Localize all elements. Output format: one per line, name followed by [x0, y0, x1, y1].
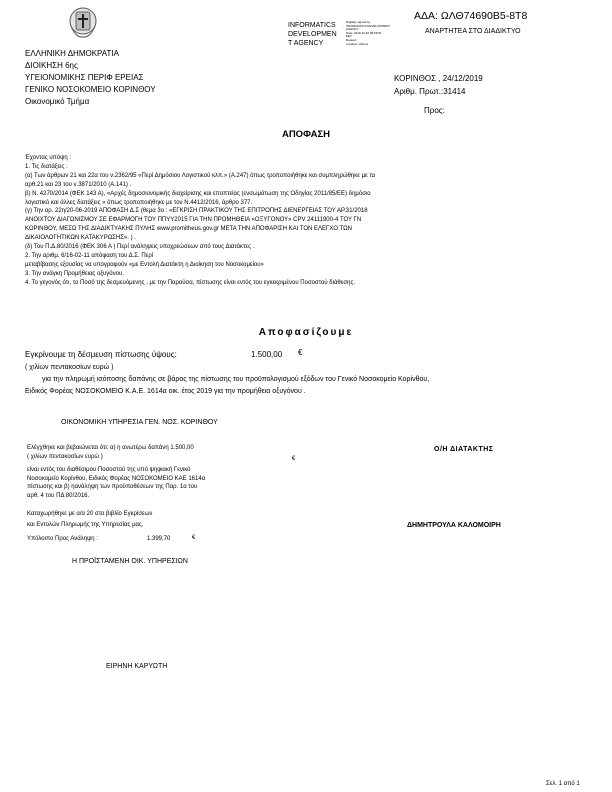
register-line: και Εντολών Πληρωμής της Υπηρεσίας μας.: [27, 522, 144, 528]
digital-signature-block: [346, 21, 390, 46]
org-line: ΓΕΝΙΚΟ ΝΟΣΟΚΟΜΕΙΟ ΚΟΡΙΝΘΟΥ: [25, 85, 156, 94]
financial-words: ( χιλίων πεντακοσίων ευρώ ): [27, 454, 103, 460]
considering-line: (δ) Του Π.Δ.80/2016 (ΦΕΚ 306 Α ) Περί ανάληψεις υποχρεώσεων από τους Διατάκτες .: [25, 244, 255, 251]
authorizer-name: ΔΗΜΗΤΡΟΥΛΑ ΚΑΛΟΜΟΙΡΗ: [407, 522, 501, 529]
remaining-amount: 1.399,70: [147, 536, 171, 542]
recipient-label: Προς:: [424, 106, 445, 115]
approval-label: Εγκρίνουμε τη δέσμευση πίστωσης ύψους:: [25, 350, 177, 359]
considering-line: 3. Την ανάγκη Προμήθειας οξυγόνου.: [25, 270, 124, 277]
org-line: ΔΙΟΙΚΗΣΗ 6ης: [25, 61, 78, 70]
financial-body-line: πίστωσης και β) ηανάληψη των προϋποθέσεων της Παρ. 1α του: [27, 484, 198, 490]
approval-words: ( χιλίων πεντακοσίων ευρώ ): [25, 364, 114, 371]
decision-heading: Αποφασίζουμε: [258, 327, 354, 338]
org-line: ΕΛΛΗΝΙΚΗ ΔΗΜΟΚΡΑΤΙΑ: [25, 49, 119, 58]
considering-line: λογιστικό και άλλες διατάξεις » όπως τροποποιήθηκε με τον Ν.4412/2016, άρθρο 377.: [25, 199, 253, 206]
protocol-number: Αριθμ. Πρωτ.:31414: [394, 87, 466, 96]
financial-body-line: είναι εντός του διαθέσιμου Ποσοστού της υπό ψηφιακή Γενικό: [27, 467, 191, 473]
considering-line: 1. Τις διατάξεις :: [25, 163, 68, 170]
signature-line: Reason:: [346, 37, 358, 42]
considering-line: (α) Των άρθρων 21 και 22α του ν.2362/95 «Περί Δημόσιου Λογιστικού κλπ.» (Α.247) όπως τροποποιήθηκε και συμπληρώθηκε με τα: [25, 172, 376, 179]
financial-head-name: ΕΙΡΗΝΗ ΚΑΡΥΩΤΗ: [106, 663, 168, 670]
agency-stamp-line: DEVELOPMEN: [288, 31, 337, 38]
financial-body: [27, 466, 205, 500]
considering-line: 2. Την αριθμ. 6/16-02-11 απόφαση του Δ.Σ. Περί: [25, 252, 154, 259]
agency-stamp-line: T AGENCY: [288, 40, 324, 47]
remaining-label: Υπόλοιπο Προς Ανάληψη :: [27, 536, 98, 542]
financial-service-heading: ΟΙΚΟΝΟΜΙΚΗ ΥΠΗΡΕΣΙΑ ΓΕΝ. ΝΟΣ. ΚΟΡΙΝΘΟΥ: [61, 419, 218, 426]
authorizer-title: Ο/Η ΔΙΑΤΑΚΤΗΣ: [434, 446, 494, 453]
considering-line: (γ) Την αρ. 22η/20-06-2019 ΑΠΟΦΑΣΗ Δ.Σ (θεμα 3ο : «ΕΓΚΡΙΣΗ ΠΡΑΚΤΙΚΟΥ ΤΗΣ ΕΠΙΤΡΟΠΗΣ ΔΙΕΝΕΡΓΕΙΑΣ ΤΟΥ ΑΡ.31/2018: [25, 208, 368, 215]
signature-line: Location: Athens: [346, 41, 369, 46]
approval-amount: 1.500,00: [251, 350, 283, 359]
signature-line: INFORMATICS DEVELOPMENT: [346, 23, 390, 28]
financial-head-title: Η ΠΡΟΪΣΤΑΜΕΝΗ ΟΙΚ. ΥΠΗΡΕΣΙΩΝ: [72, 558, 188, 565]
approval-purpose-line: για την πληρωμή ισόποσης δαπάνης σε βάρος της πίστωσης του προϋπολογισμού εξόδων του Γενικό Νοσοκομείο Κορίνθου,: [42, 376, 430, 383]
agency-stamp-text: [288, 21, 337, 48]
document-title: ΑΠΟΦΑΣΗ: [281, 129, 331, 140]
agency-stamp-line: INFORMATICS: [288, 22, 336, 29]
financial-check-line: Ελέγχθηκε και βεβαιώνεται ότι: α) η ανωτέρω δαπάνη 1.500,00: [27, 445, 194, 451]
org-line: ΥΓΕΙΟΝΟΜΙΚΗΣ ΠΕΡΙΦ ΕΡΕΙΑΣ: [25, 73, 144, 82]
signature-line: AGENCY: [346, 27, 359, 32]
approval-currency: €: [298, 348, 303, 357]
financial-euro-mark: €: [292, 456, 296, 462]
organization-block: [25, 48, 156, 108]
considering-line: β) Ν. 4270/2014 (ΦΕΚ 143 Α), «Αρχές δημοσιονομικής διαχείρισης και εποπτείας (ενσωμάτωση της Οδηγίας 2011/85/ΕΕ) δημόσιο: [25, 190, 371, 197]
considering-line: αρθ.21 και 23 του ν.3871/2010 (Α.141) .: [25, 181, 132, 188]
post-notice: ΑΝΑΡΤΗΤΕΑ ΣΤΟ ΔΙΑΔΙΚΤΥΟ: [425, 28, 521, 35]
considering-line: Έχοντας υπόψη :: [25, 155, 72, 161]
signature-line: EET: [346, 34, 352, 39]
financial-body-line: αρθ. 4 του ΠΔ 80/2016.: [27, 492, 90, 499]
considering-line: ΑΝΟΙΧΤΟΥ ΔΙΑΓΩΝΙΣΜΟΥ ΣΕ ΕΦΑΡΜΟΓΗ ΤΟΥ ΠΠΥΥ2015 ΓΙΑ ΤΗΝ ΠΡΟΜΗΘΕΙΑ «ΟΞΥΓΟΝΟΥ» CPV 24111900-4 ΤΟΥ ΓΝ: [25, 217, 362, 224]
considering-line: ΔΙΚΑΙΟΛΟΓΗΤΙΚΩΝ ΚΑΤΑΚΥΡΩΣΗΣ». ) .: [25, 235, 136, 242]
signature-line: Digitally signed by: [346, 20, 371, 24]
considering-line: ΚΟΡΙΝΘΟΥ, ΜΕΣΩ ΤΗΣ ΔΙΑΔΙΚΤΥΑΚΗΣ ΠΥΛΗΣ www.promitheus.gov.gr ΜΕΤΑ ΤΗΝ ΑΠΟΦΑΡΙΣΗ ΚΑΙ ΤΟΝ ΕΛΕΓΧΟ ΤΩΝ: [25, 226, 352, 233]
place-date: ΚΟΡΙΝΘΟΣ , 24/12/2019: [394, 74, 483, 83]
considering-line: 4. Το γεγονός ότι, το Ποσό της δεσμευόμενης , με την Παρούσα, πίστωσης είναι εντός του εγκεκριμένου Ποσοστού διάθεσης.: [25, 279, 356, 286]
considering-section: [25, 154, 585, 288]
register-line: Καταχωρήθηκε με α/α 20 στο βιβλίο Εγκρίσεων: [27, 511, 153, 517]
signature-line: Date: 2019.12.30 09:59:51: [346, 30, 382, 35]
remaining-currency: €: [192, 535, 196, 541]
approval-purpose-line: Ειδικός Φορέας ΝΟΣΟΚΟΜΕΙΟ Κ.Α.Ε. 1614α οικ. έτος 2019 για την προμήθεια οξυγόνου .: [25, 388, 306, 395]
coat-of-arms-emblem: [68, 6, 98, 40]
considering-line: μεταβίβασης εξουσίας να υπογραφούν «με Εντολή Διατάκτη η Διοίκηση του Νοσοκομείου»: [25, 261, 264, 268]
ada-code: ΑΔΑ: ΩΛΘ74690Β5-8Τ8: [414, 10, 528, 22]
financial-body-line: Νοσοκομείο Κορίνθου, Ειδικός Φορέας ΝΟΣΟΚΟΜΕΙΟ ΚΑΕ 1614α: [27, 475, 206, 482]
org-line: Οικονομικό Τμήμα: [25, 97, 90, 106]
page-number: Σελ. 1 από 1: [546, 781, 580, 787]
